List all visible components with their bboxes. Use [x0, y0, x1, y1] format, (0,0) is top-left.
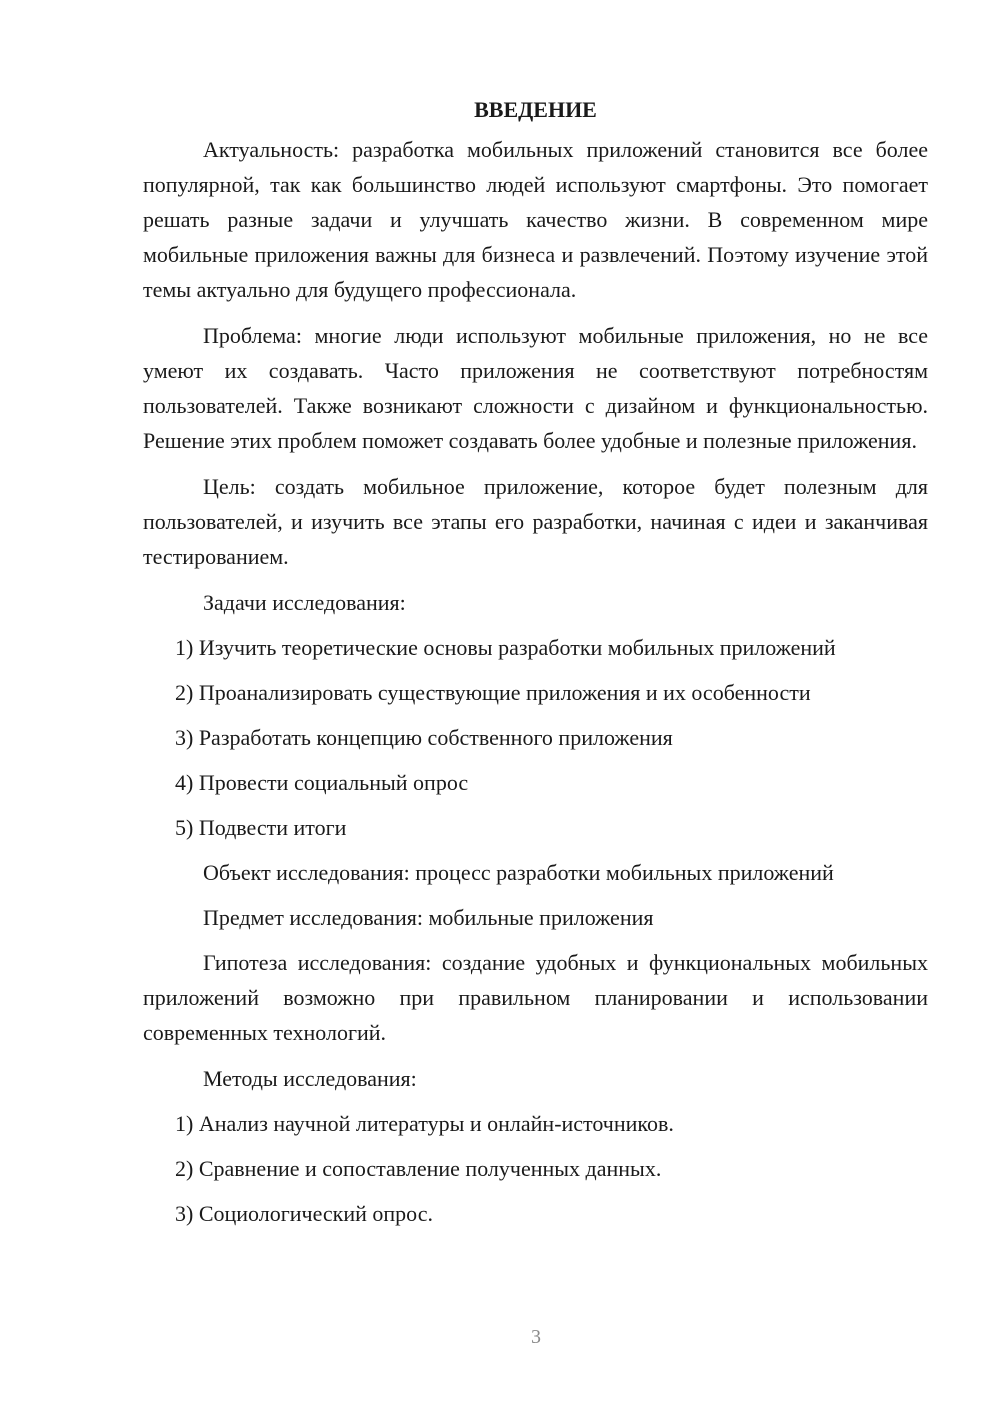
page-number: 3: [531, 1326, 541, 1348]
relevance-paragraph: Актуальность: разработка мобильных приложений становится все более популярной, так как большинство людей используют смартфоны. Это помогает решать разные задачи и улучшать качество жизни. В современном мире мобильные приложения важны для бизнеса и развлечений. Поэтому изучение этой темы актуально для будущего профессионала.: [143, 137, 928, 302]
hypothesis-paragraph: Гипотеза исследования: создание удобных и функциональных мобильных приложений возможно при правильном планировании и использовании современных технологий.: [143, 950, 928, 1045]
task-item: 1) Изучить теоретические основы разработки мобильных приложений: [175, 635, 836, 660]
object-line: Объект исследования: процесс разработки мобильных приложений: [203, 860, 834, 885]
tasks-heading: Задачи исследования:: [203, 590, 406, 615]
subject-line: Предмет исследования: мобильные приложения: [203, 905, 654, 930]
task-item: 3) Разработать концепцию собственного приложения: [175, 725, 673, 750]
method-item: 1) Анализ научной литературы и онлайн-источников.: [175, 1111, 674, 1136]
document-page: [143, 92, 928, 1241]
task-item: 5) Подвести итоги: [175, 815, 347, 840]
method-item: 3) Социологический опрос.: [175, 1201, 433, 1226]
section-title: ВВЕДЕНИЕ: [474, 97, 597, 122]
problem-paragraph: Проблема: многие люди используют мобильные приложения, но не все умеют их создавать. Часто приложения не соответствуют потребностям пользователей. Также возникают сложности с дизайном и функциональностью. Решение этих проблем поможет создавать более удобные и полезные приложения.: [143, 323, 928, 453]
goal-paragraph: Цель: создать мобильное приложение, которое будет полезным для пользователей, и изучить все этапы его разработки, начиная с идеи и заканчивая тестированием.: [143, 474, 928, 569]
method-item: 2) Сравнение и сопоставление полученных данных.: [175, 1156, 662, 1181]
task-item: 4) Провести социальный опрос: [175, 770, 469, 795]
methods-heading: Методы исследования:: [203, 1066, 417, 1091]
task-item: 2) Проанализировать существующие приложения и их особенности: [175, 680, 811, 705]
